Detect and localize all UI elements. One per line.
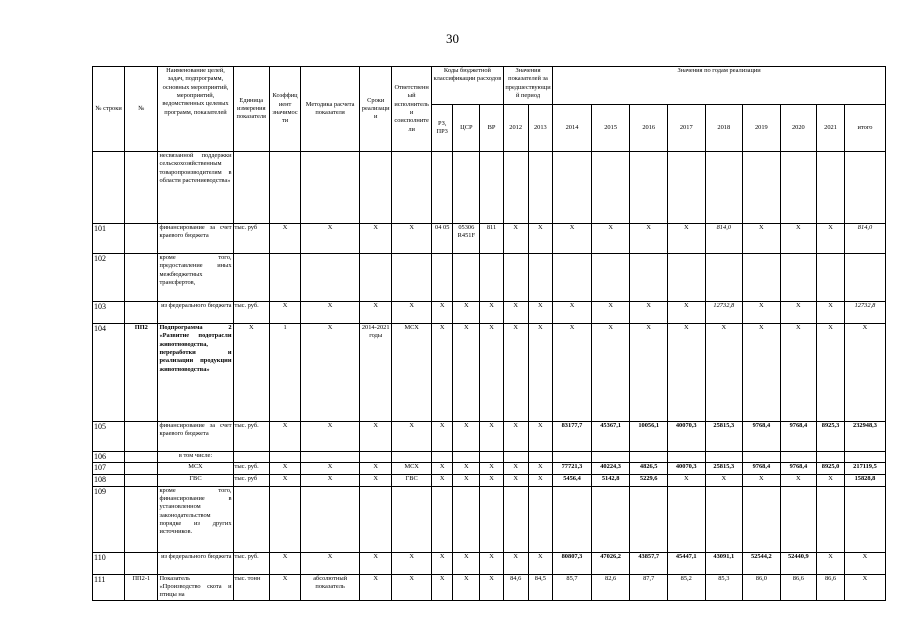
cell-csr: 05306 R451F	[453, 224, 480, 254]
cell-y2013: X	[528, 324, 553, 422]
cell-y2014: 83177,7	[553, 422, 592, 452]
cell-y2021: X	[817, 224, 845, 254]
cell-y2012: X	[503, 552, 528, 574]
cell-y2016: 5229,6	[630, 475, 668, 486]
cell-y2016: 10056,1	[630, 422, 668, 452]
cell-total: 232948,3	[844, 422, 885, 452]
cell-rz: X	[431, 574, 452, 600]
cell-y2019: 86,0	[743, 574, 781, 600]
cell-terms: X	[360, 302, 392, 324]
cell-y2014: X	[553, 324, 592, 422]
cell-y2015: X	[591, 324, 630, 422]
cell-name: ГВС	[158, 475, 233, 486]
cell-terms: X	[360, 224, 392, 254]
table-row	[93, 224, 886, 254]
cell-y2015: 5142,8	[591, 475, 630, 486]
cell-y2020: 9768,4	[780, 422, 816, 452]
cell-y2018: 43091,1	[705, 552, 743, 574]
table-row	[93, 552, 886, 574]
cell-csr: X	[453, 574, 480, 600]
cell-resp: X	[392, 574, 432, 600]
cell-y2015: 40224,3	[591, 463, 630, 475]
cell-y2018: 85,3	[705, 574, 743, 600]
cell-name: Показатель «Производство скота и птицы на	[159, 574, 232, 599]
cell-y2021: X	[817, 324, 845, 422]
cell-y2014: 77721,3	[553, 463, 592, 475]
cell-no	[125, 422, 158, 452]
table-row	[93, 324, 886, 422]
table-row	[93, 486, 886, 552]
cell-y2017: X	[667, 475, 705, 486]
cell-y2021: X	[817, 552, 845, 574]
cell-no: ПП2	[125, 324, 158, 422]
cell-y2020: 9768,4	[780, 463, 816, 475]
header-year-2016: 2016	[630, 105, 668, 152]
cell-y2021: 8925,3	[817, 422, 845, 452]
cell-y2015: X	[591, 224, 630, 254]
cell-y2020: X	[780, 475, 816, 486]
header-rz: РЗ, ПР3	[431, 105, 452, 152]
cell-unit: тыс. руб	[233, 475, 269, 486]
header-year-2014: 2014	[553, 105, 592, 152]
cell-y2018: X	[705, 475, 743, 486]
cell-resp: МСХ	[392, 324, 432, 422]
cell-num: 111	[93, 574, 125, 600]
header-year-2015: 2015	[591, 105, 630, 152]
cell-y2015: 45367,1	[591, 422, 630, 452]
cell-num: 101	[93, 224, 125, 254]
cell-no	[125, 552, 158, 574]
cell-y2017: 45447,1	[667, 552, 705, 574]
cell-y2019: X	[743, 302, 781, 324]
cell-csr: X	[453, 324, 480, 422]
cell-y2016: 43857,7	[630, 552, 668, 574]
cell-y2021: 8925,0	[817, 463, 845, 475]
cell-coeff: X	[270, 224, 301, 254]
header-method: Методика расчета показателя	[301, 67, 360, 152]
cell-name: финансирование за счет краевого бюджета	[158, 224, 233, 254]
cell-y2018: 814,0	[705, 224, 743, 254]
cell-csr: X	[453, 422, 480, 452]
cell-y2012: X	[503, 302, 528, 324]
cell-name: в том числе:	[158, 452, 233, 463]
cell-y2018: 12732,8	[705, 302, 743, 324]
cell-y2016: 4826,5	[630, 463, 668, 475]
cell-y2016: X	[630, 224, 668, 254]
cell-method: абсолютный показатель	[301, 574, 360, 600]
cell-unit: тыс. руб.	[233, 552, 269, 574]
cell-total: 217119,5	[844, 463, 885, 475]
cell-y2018: 25815,3	[705, 463, 743, 475]
cell-coeff: X	[270, 463, 301, 475]
cell-coeff: X	[270, 302, 301, 324]
header-budget-codes: Коды бюджетной классификации расходов	[431, 67, 503, 105]
cell-name: кроме того, финансирование в установленном законодательством порядке из других источников.	[158, 486, 233, 552]
cell-vr: X	[480, 422, 504, 452]
cell-num: 105	[93, 422, 125, 452]
cell-method: X	[301, 422, 360, 452]
cell-vr: 811	[480, 224, 504, 254]
cell-y2015: X	[591, 302, 630, 324]
cell-vr: X	[480, 475, 504, 486]
cell-name: из федерального бюджета	[158, 302, 233, 324]
cell-y2017: 85,2	[667, 574, 705, 600]
cell-rz: X	[431, 324, 452, 422]
cell-method: X	[301, 302, 360, 324]
cell-y2014: X	[553, 224, 592, 254]
cell-method: X	[301, 224, 360, 254]
cell-csr: X	[453, 552, 480, 574]
cell-num: 108	[93, 475, 125, 486]
cell-num: 106	[93, 452, 125, 463]
cell-y2014: 5456,4	[553, 475, 592, 486]
cell-resp: X	[392, 422, 432, 452]
cell-rz: X	[431, 463, 452, 475]
cell-vr: X	[480, 302, 504, 324]
header-year-2013: 2013	[528, 105, 553, 152]
header-year-2021: 2021	[817, 105, 845, 152]
cell-vr: X	[480, 552, 504, 574]
header-total: итого	[844, 105, 885, 152]
cell-y2012: X	[503, 324, 528, 422]
header-coeff: Коэффициент значимости	[270, 67, 301, 152]
cell-y2019: X	[743, 324, 781, 422]
cell-y2013: X	[528, 475, 553, 486]
cell-no	[125, 475, 158, 486]
cell-num: 103	[93, 302, 125, 324]
cell-vr: X	[480, 324, 504, 422]
cell-y2019: 9768,4	[743, 463, 781, 475]
cell-no	[125, 224, 158, 254]
cell-csr: X	[453, 475, 480, 486]
cell-y2015: 82,6	[591, 574, 630, 600]
cell-y2016: X	[630, 302, 668, 324]
cell-y2015: 47026,2	[591, 552, 630, 574]
cell-total: X	[844, 324, 885, 422]
cell-y2014: 85,7	[553, 574, 592, 600]
table-row	[93, 152, 886, 224]
cell-y2020: 86,6	[780, 574, 816, 600]
table-row	[93, 463, 886, 475]
cell-y2019: X	[743, 475, 781, 486]
page-number: 30	[446, 31, 459, 46]
cell-csr: X	[453, 463, 480, 475]
table-row	[93, 574, 886, 600]
cell-y2013: X	[528, 422, 553, 452]
indicators-table	[92, 66, 886, 601]
table-row	[93, 254, 886, 302]
header-years-values: Значения по годам реализации	[553, 67, 886, 105]
header-no: №	[125, 67, 158, 152]
cell-resp: X	[392, 302, 432, 324]
cell-unit: тыс. руб.	[233, 302, 269, 324]
cell-terms: X	[360, 574, 392, 600]
cell-y2016: X	[630, 324, 668, 422]
cell-num: 110	[93, 552, 125, 574]
cell-resp: МСХ	[392, 463, 432, 475]
cell-unit: тыс. тонн	[233, 574, 269, 600]
cell-no	[125, 463, 158, 475]
header-year-2020: 2020	[780, 105, 816, 152]
cell-y2019: 9768,4	[743, 422, 781, 452]
cell-coeff: X	[270, 475, 301, 486]
cell-rz: X	[431, 475, 452, 486]
header-year-2012: 2012	[503, 105, 528, 152]
header-responsible: Ответственный исполнитель и соисполнители	[392, 67, 432, 152]
cell-y2020: X	[780, 324, 816, 422]
cell-y2013: X	[528, 552, 553, 574]
cell-y2021: 86,6	[817, 574, 845, 600]
cell-y2017: X	[667, 224, 705, 254]
cell-method: X	[301, 475, 360, 486]
table-row	[93, 302, 886, 324]
header-name: Наименование целей, задач, подпрограмм, основных мероприятий, мероприятий, ведомственных целевых программ, показателей	[158, 67, 233, 152]
cell-total: 15828,8	[844, 475, 885, 486]
cell-num: 109	[93, 486, 125, 552]
cell-resp: ГВС	[392, 475, 432, 486]
cell-coeff: X	[270, 574, 301, 600]
cell-y2017: X	[667, 324, 705, 422]
cell-y2013: X	[528, 224, 553, 254]
cell-y2020: X	[780, 302, 816, 324]
cell-total: X	[844, 574, 885, 600]
header-year-2018: 2018	[705, 105, 743, 152]
cell-unit: X	[233, 324, 269, 422]
cell-num: 107	[93, 463, 125, 475]
cell-resp: X	[392, 552, 432, 574]
cell-y2017: 40070,3	[667, 463, 705, 475]
cell-rz: 04 05	[431, 224, 452, 254]
cell-y2021: X	[817, 475, 845, 486]
cell-y2013: X	[528, 463, 553, 475]
cell-coeff: 1	[270, 324, 301, 422]
header-unit: Единица измерения показателя	[233, 67, 269, 152]
cell-no	[125, 302, 158, 324]
cell-unit: тыс. руб	[233, 224, 269, 254]
table-row	[93, 475, 886, 486]
indicator-name: несвязанной поддержки сельскохозяйственным товаропроизводителям в области растениеводства»	[158, 152, 233, 224]
cell-y2020: 52440,9	[780, 552, 816, 574]
cell-y2018: 25815,3	[705, 422, 743, 452]
header-csr: ЦСР	[453, 105, 480, 152]
table-row	[93, 452, 886, 463]
cell-coeff: X	[270, 422, 301, 452]
cell-y2014: X	[553, 302, 592, 324]
cell-y2013: 84,5	[528, 574, 553, 600]
cell-terms: X	[360, 463, 392, 475]
cell-terms: 2014-2021 годы	[360, 324, 392, 422]
header-year-2019: 2019	[743, 105, 781, 152]
cell-unit: тыс. руб.	[233, 422, 269, 452]
cell-terms: X	[360, 552, 392, 574]
cell-name: из федерального бюджета	[158, 552, 233, 574]
header-terms: Сроки реализации	[360, 67, 392, 152]
cell-y2012: X	[503, 224, 528, 254]
cell-name: МСХ	[158, 463, 233, 475]
cell-y2017: 40070,3	[667, 422, 705, 452]
cell-num: 104	[93, 324, 125, 422]
cell-terms: X	[360, 475, 392, 486]
cell-rz: X	[431, 552, 452, 574]
cell-vr: X	[480, 463, 504, 475]
cell-name: Подпрограмма 2 «Развитие подотрасли животноводства, переработки и реализации продукции животноводства»	[158, 324, 233, 422]
cell-method: X	[301, 552, 360, 574]
cell-rz: X	[431, 302, 452, 324]
header-vr: ВР	[480, 105, 504, 152]
cell-y2012: X	[503, 422, 528, 452]
cell-vr: X	[480, 574, 504, 600]
header-prev-period: Значения показателей за предшествующий период	[503, 67, 552, 105]
cell-y2014: 80807,3	[553, 552, 592, 574]
cell-total: 814,0	[844, 224, 885, 254]
cell-rz: X	[431, 422, 452, 452]
cell-y2012: X	[503, 475, 528, 486]
cell-y2017: X	[667, 302, 705, 324]
cell-terms: X	[360, 422, 392, 452]
cell-no: ПП2-1	[125, 574, 158, 600]
header-year-2017: 2017	[667, 105, 705, 152]
header-row-no: № строки	[93, 67, 125, 152]
cell-unit: тыс. руб.	[233, 463, 269, 475]
cell-method: X	[301, 463, 360, 475]
table-row	[93, 422, 886, 452]
cell-method: X	[301, 324, 360, 422]
cell-name: кроме того, предоставление иных межбюджетных трансфертов,	[158, 254, 233, 302]
cell-y2012: X	[503, 463, 528, 475]
cell-y2018: X	[705, 324, 743, 422]
cell-total: 12732,8	[844, 302, 885, 324]
cell-csr: X	[453, 302, 480, 324]
cell-num: 102	[93, 254, 125, 302]
cell-y2020: X	[780, 224, 816, 254]
cell-y2019: 52544,2	[743, 552, 781, 574]
cell-name: финансирование за счет краевого бюджета	[158, 422, 233, 452]
cell-y2019: X	[743, 224, 781, 254]
cell-coeff: X	[270, 552, 301, 574]
cell-y2013: X	[528, 302, 553, 324]
cell-y2016: 87,7	[630, 574, 668, 600]
cell-resp: X	[392, 224, 432, 254]
cell-y2021: X	[817, 302, 845, 324]
cell-y2012: 84,6	[503, 574, 528, 600]
cell-total: X	[844, 552, 885, 574]
